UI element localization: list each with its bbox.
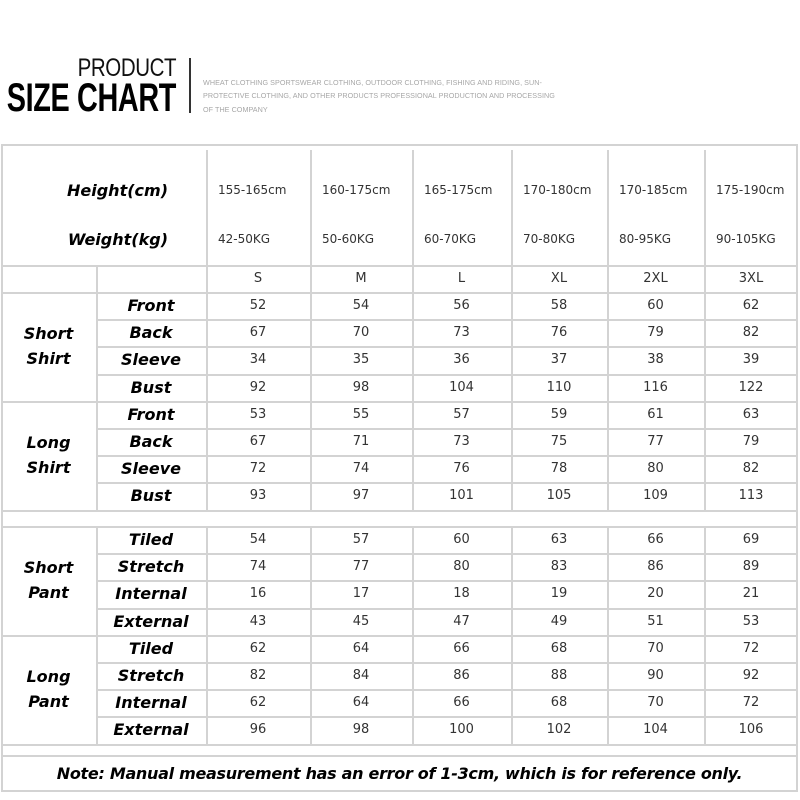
grid-line-vertical (704, 526, 706, 635)
size-label: S (253, 271, 263, 286)
grid-line-vertical (607, 635, 609, 744)
measurement-value: 51 (647, 613, 664, 629)
title-divider (189, 58, 191, 113)
measurement-value: 77 (647, 434, 664, 450)
height-range: 155-165cm (218, 183, 287, 197)
measurement-label: Front (127, 404, 175, 424)
section-label-line1: Long (26, 433, 71, 453)
measurement-value: 70 (352, 325, 370, 341)
measurement-value: 82 (742, 325, 760, 341)
section-label (1, 401, 96, 510)
grid-line-vertical (511, 401, 513, 510)
measurement-value: 63 (742, 406, 760, 422)
measurement-value: 45 (352, 613, 370, 629)
measurement-label: Internal (115, 584, 187, 604)
measurement-value: 57 (352, 532, 370, 548)
measurement-value: 80 (453, 559, 470, 575)
grid-line-vertical (511, 635, 513, 744)
grid-line-vertical (412, 292, 414, 401)
weight-range: 50-60KG (322, 232, 375, 246)
height-range: 170-185cm (619, 183, 688, 197)
grid-line-vertical (607, 150, 609, 265)
measurement-label: Tiled (128, 530, 174, 550)
measurement-value: 66 (647, 532, 664, 548)
measurement-value: 67 (249, 325, 267, 341)
measurement-value: 102 (546, 722, 572, 738)
measurement-value: 68 (550, 640, 568, 656)
measurement-value: 78 (550, 461, 568, 477)
measurement-value: 21 (742, 586, 760, 602)
measurement-value: 60 (453, 532, 470, 548)
section-label-line1: Short (23, 558, 74, 578)
measurement-value: 20 (647, 586, 664, 602)
measurement-value: 66 (453, 695, 470, 711)
section-label (1, 292, 96, 401)
measurement-value: 84 (352, 668, 370, 684)
grid-line-vertical (206, 150, 208, 265)
measurement-value: 105 (546, 488, 572, 504)
measurement-value: 52 (249, 298, 267, 314)
measurement-value: 86 (453, 668, 470, 684)
weight-range: 90-105KG (716, 232, 776, 246)
size-chart-table (1, 144, 798, 792)
measurement-value: 72 (742, 695, 760, 711)
grid-line-vertical (310, 292, 312, 401)
title-block (0, 50, 800, 130)
measurement-value: 55 (352, 406, 370, 422)
grid-line-vertical (206, 265, 208, 292)
measurement-value: 62 (249, 695, 267, 711)
grid-line-vertical (206, 526, 208, 635)
grid-line-vertical (412, 401, 414, 510)
measurement-value: 80 (647, 461, 664, 477)
grid-line-vertical (704, 265, 706, 292)
measurement-label: External (113, 720, 189, 740)
measurement-value: 72 (249, 461, 267, 477)
measurement-value: 76 (550, 325, 568, 341)
measurement-value: 59 (550, 406, 568, 422)
grid-line-vertical (310, 265, 312, 292)
section-label (1, 635, 96, 744)
size-label: L (457, 271, 466, 286)
grid-line-vertical (607, 292, 609, 401)
weight-range: 80-95KG (619, 232, 672, 246)
measurement-value: 61 (647, 406, 664, 422)
measurement-value: 63 (550, 532, 568, 548)
measurement-label: Stretch (117, 666, 185, 686)
measurement-value: 72 (742, 640, 760, 656)
measurement-value: 53 (742, 613, 760, 629)
measurement-value: 47 (453, 613, 470, 629)
measurement-value: 54 (352, 298, 370, 314)
measurement-value: 54 (249, 532, 267, 548)
measurement-value: 74 (352, 461, 370, 477)
measurement-label: External (113, 611, 189, 631)
measurement-label: Tiled (128, 638, 174, 658)
measurement-value: 92 (249, 379, 267, 395)
grid-line-vertical (511, 150, 513, 265)
measurement-value: 18 (453, 586, 470, 602)
measurement-value: 62 (249, 640, 267, 656)
grid-line-vertical (310, 635, 312, 744)
measurement-value: 104 (449, 379, 474, 395)
title-product: PRODUCT (77, 54, 176, 82)
measurement-value: 68 (550, 695, 568, 711)
measurement-label: Bust (130, 486, 172, 506)
grid-line-vertical (96, 265, 98, 292)
grid-line-vertical (412, 150, 414, 265)
measurement-value: 90 (647, 668, 664, 684)
measurement-value: 64 (352, 640, 370, 656)
measurement-value: 64 (352, 695, 370, 711)
measurement-value: 57 (453, 406, 470, 422)
height-label: Height(cm) (67, 180, 168, 200)
grid-line-horizontal (1, 526, 798, 528)
weight-range: 42-50KG (218, 232, 271, 246)
size-label: 2XL (643, 271, 668, 286)
grid-line-vertical (206, 401, 208, 510)
measurement-value: 34 (249, 352, 267, 368)
measurement-label: Back (129, 432, 173, 452)
weight-range: 70-80KG (523, 232, 576, 246)
measurement-value: 16 (249, 586, 267, 602)
company-description: WHEAT CLOTHING SPORTSWEAR CLOTHING, OUTDOOR CLOTHING, FISHING AND RIDING, SUN-PROTECTIVE CLOTHING, AND OTHER PRODUCTS PROFESSIONAL PRODUCTION AND PROCESSING OF THE COMPANY (203, 78, 555, 114)
grid-line-vertical (206, 292, 208, 401)
measurement-value: 116 (643, 379, 668, 395)
grid-line-vertical (704, 401, 706, 510)
size-label: M (355, 271, 367, 286)
measurement-value: 53 (249, 406, 267, 422)
measurement-value: 104 (643, 722, 668, 738)
measurement-value: 83 (550, 559, 568, 575)
grid-line-horizontal (1, 510, 798, 512)
footnote: Note: Manual measurement has an error of 1-3cm, which is for reference only. (56, 764, 743, 783)
section-label (1, 526, 96, 635)
measurement-value: 109 (643, 488, 668, 504)
measurement-value: 79 (742, 434, 760, 450)
measurement-value: 75 (550, 434, 568, 450)
grid-line-vertical (412, 265, 414, 292)
section-label-line2: Shirt (26, 349, 71, 369)
measurement-value: 93 (249, 488, 267, 504)
grid-line-vertical (206, 635, 208, 744)
measurement-value: 66 (453, 640, 470, 656)
size-label: 3XL (738, 271, 764, 286)
title-size-chart: SIZE CHART (6, 76, 176, 120)
measurement-value: 37 (550, 352, 568, 368)
measurement-label: Internal (115, 693, 187, 713)
measurement-value: 122 (738, 379, 764, 395)
measurement-value: 49 (550, 613, 568, 629)
measurement-value: 58 (550, 298, 568, 314)
measurement-label: Sleeve (121, 350, 181, 370)
measurement-label: Sleeve (121, 459, 181, 479)
grid-line-vertical (607, 265, 609, 292)
size-label: XL (550, 271, 568, 286)
measurement-value: 69 (742, 532, 760, 548)
measurement-value: 89 (742, 559, 760, 575)
measurement-value: 74 (249, 559, 267, 575)
section-label-line2: Pant (28, 692, 69, 712)
measurement-label: Bust (130, 377, 172, 397)
measurement-value: 79 (647, 325, 664, 341)
measurement-value: 100 (449, 722, 474, 738)
measurement-value: 110 (546, 379, 572, 395)
measurement-value: 86 (647, 559, 664, 575)
weight-label: Weight(kg) (67, 229, 168, 249)
height-range: 165-175cm (424, 183, 493, 197)
measurement-value: 82 (249, 668, 267, 684)
measurement-label: Stretch (117, 557, 185, 577)
measurement-value: 113 (738, 488, 764, 504)
measurement-value: 70 (647, 695, 664, 711)
measurement-value: 38 (647, 352, 664, 368)
measurement-value: 60 (647, 298, 664, 314)
grid-line-vertical (511, 265, 513, 292)
grid-line-vertical (412, 635, 414, 744)
weight-range: 60-70KG (424, 232, 477, 246)
measurement-value: 73 (453, 325, 470, 341)
measurement-label: Front (127, 296, 175, 316)
measurement-label: Back (129, 323, 173, 343)
grid-line-vertical (607, 401, 609, 510)
measurement-value: 96 (249, 722, 267, 738)
measurement-value: 101 (449, 488, 474, 504)
section-label-line1: Short (23, 324, 74, 344)
grid-line-vertical (412, 526, 414, 635)
grid-line-vertical (511, 292, 513, 401)
measurement-value: 82 (742, 461, 760, 477)
height-range: 170-180cm (523, 183, 592, 197)
measurement-value: 106 (738, 722, 764, 738)
measurement-value: 17 (352, 586, 370, 602)
measurement-value: 19 (550, 586, 568, 602)
grid-line-vertical (310, 150, 312, 265)
measurement-value: 67 (249, 434, 267, 450)
measurement-value: 35 (352, 352, 370, 368)
measurement-value: 36 (453, 352, 470, 368)
measurement-value: 98 (352, 722, 370, 738)
section-label-line2: Shirt (26, 458, 71, 478)
measurement-value: 39 (742, 352, 760, 368)
height-range: 175-190cm (716, 183, 785, 197)
grid-line-vertical (704, 150, 706, 265)
grid-line-vertical (704, 292, 706, 401)
measurement-value: 88 (550, 668, 568, 684)
grid-line-vertical (511, 526, 513, 635)
grid-line-vertical (310, 401, 312, 510)
measurement-value: 97 (352, 488, 370, 504)
measurement-value: 77 (352, 559, 370, 575)
measurement-value: 71 (352, 434, 370, 450)
measurement-value: 56 (453, 298, 470, 314)
height-range: 160-175cm (322, 183, 391, 197)
measurement-value: 98 (352, 379, 370, 395)
measurement-value: 62 (742, 298, 760, 314)
measurement-value: 73 (453, 434, 470, 450)
grid-line-vertical (310, 526, 312, 635)
measurement-value: 76 (453, 461, 470, 477)
measurement-value: 92 (742, 668, 760, 684)
section-label-line1: Long (26, 667, 71, 687)
section-label-line2: Pant (28, 583, 69, 603)
measurement-value: 43 (249, 613, 267, 629)
grid-line-horizontal (1, 744, 798, 746)
measurement-value: 70 (647, 640, 664, 656)
grid-line-vertical (704, 635, 706, 744)
grid-line-vertical (607, 526, 609, 635)
